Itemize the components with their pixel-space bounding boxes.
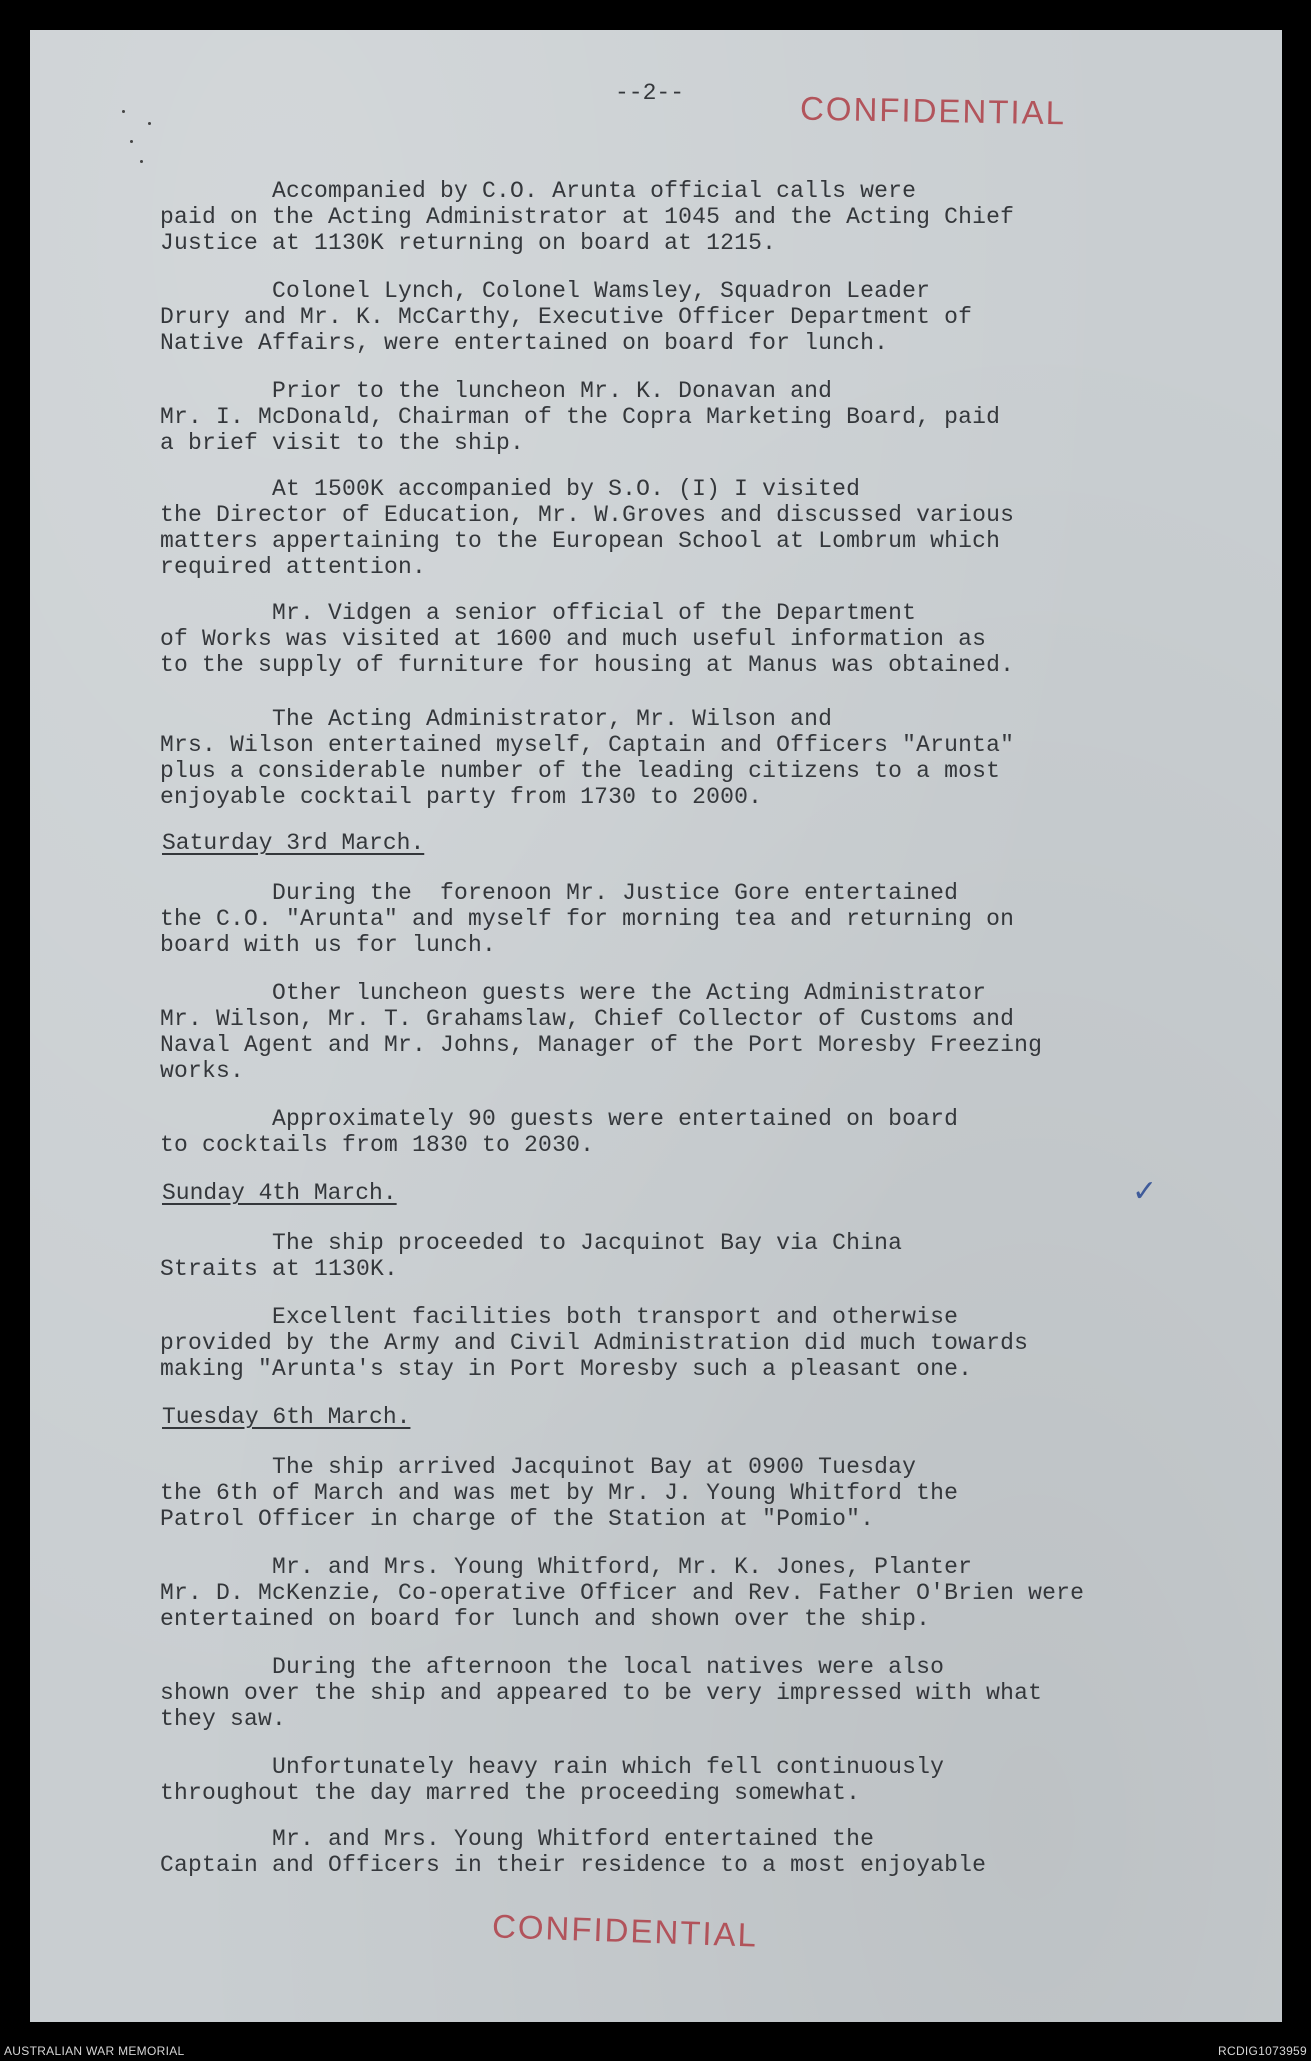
paragraph: The ship proceeded to Jacquinot Bay via China Straits at 1130K. bbox=[160, 1230, 903, 1282]
paragraph: Accompanied by C.O. Arunta official calls were paid on the Acting Administrator at 1045 and the Acting Chief Justice at 1130K returning on board at 1215. bbox=[160, 178, 1015, 256]
tick-mark-icon: ✓ bbox=[1132, 1174, 1158, 1209]
paragraph: During the forenoon Mr. Justice Gore entertained the C.O. "Arunta" and myself for morning tea and returning on board with us for lunch. bbox=[160, 880, 1015, 958]
paragraph: Mr. and Mrs. Young Whitford entertained the Captain and Officers in their residence to a most enjoyable bbox=[160, 1826, 987, 1878]
paragraph: Prior to the luncheon Mr. K. Donavan and Mr. I. McDonald, Chairman of the Copra Marketing Board, paid a brief visit to the ship. bbox=[160, 378, 1001, 456]
paragraph: Mr. Vidgen a senior official of the Department of Works was visited at 1600 and much useful information as to the supply of furniture for housing at Manus was obtained. bbox=[160, 600, 1015, 678]
date-heading: Saturday 3rd March. bbox=[162, 830, 425, 856]
paragraph: During the afternoon the local natives were also shown over the ship and appeared to be very impressed with what they saw. bbox=[160, 1654, 1043, 1732]
paragraph: The ship arrived Jacquinot Bay at 0900 Tuesday the 6th of March and was met by Mr. J. Young Whitford the Patrol Officer in charge of the Station at "Pomio". bbox=[160, 1454, 959, 1532]
paragraph: Mr. and Mrs. Young Whitford, Mr. K. Jones, Planter Mr. D. McKenzie, Co-operative Officer and Rev. Father O'Brien were entertained on board for lunch and shown over the ship. bbox=[160, 1554, 1085, 1632]
paragraph: Unfortunately heavy rain which fell continuously throughout the day marred the proceeding somewhat. bbox=[160, 1754, 945, 1806]
footer-record-id: RCDIG1073959 bbox=[1218, 2044, 1307, 2058]
paragraph: Colonel Lynch, Colonel Wamsley, Squadron Leader Drury and Mr. K. McCarthy, Executive Officer Department of Native Affairs, were entertained on board for lunch. bbox=[160, 278, 973, 356]
confidential-stamp-bottom: CONFIDENTIAL bbox=[491, 1907, 759, 1954]
paragraph: Other luncheon guests were the Acting Administrator Mr. Wilson, Mr. T. Grahamslaw, Chief Collector of Customs and Naval Agent and Mr. Johns, Manager of the Port Moresby Freezing works. bbox=[160, 980, 1043, 1084]
document-page bbox=[30, 30, 1282, 2022]
page-number: --2-- bbox=[615, 80, 685, 106]
paper-speck bbox=[140, 160, 143, 163]
paper-speck bbox=[130, 140, 133, 143]
date-heading: Sunday 4th March. bbox=[162, 1180, 397, 1206]
paper-speck bbox=[122, 110, 125, 113]
date-heading: Tuesday 6th March. bbox=[162, 1404, 411, 1430]
paragraph: Excellent facilities both transport and otherwise provided by the Army and Civil Administration did much towards making "Arunta's stay in Port Moresby such a pleasant one. bbox=[160, 1304, 1029, 1382]
confidential-stamp-top: CONFIDENTIAL bbox=[799, 89, 1067, 132]
footer-archive-name: AUSTRALIAN WAR MEMORIAL bbox=[4, 2044, 185, 2058]
paper-speck bbox=[148, 122, 151, 125]
paragraph: Approximately 90 guests were entertained on board to cocktails from 1830 to 2030. bbox=[160, 1106, 959, 1158]
paragraph: At 1500K accompanied by S.O. (I) I visited the Director of Education, Mr. W.Groves and discussed various matters appertaining to the European School at Lombrum which required attention. bbox=[160, 476, 1015, 580]
paragraph: The Acting Administrator, Mr. Wilson and Mrs. Wilson entertained myself, Captain and Officers "Arunta" plus a considerable number of the leading citizens to a most enjoyable cocktail party from 1730 to 2000. bbox=[160, 706, 1015, 810]
